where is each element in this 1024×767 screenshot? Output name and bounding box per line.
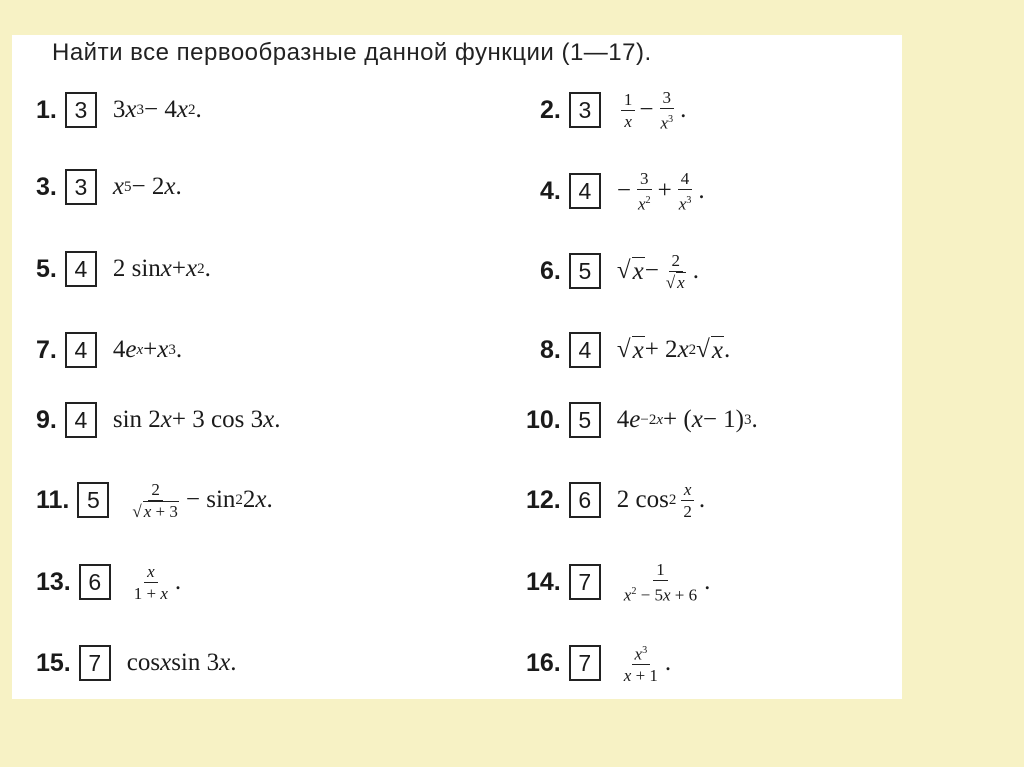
formula: − $\frac{3}{x^2}$ + $\frac{4}{x^3}$ .: [616, 168, 705, 214]
formula: √ x + 2 x 2 √ x .: [616, 336, 731, 364]
difficulty-box: 3: [65, 92, 97, 128]
formula: sin 2 x + 3 cos 3 x .: [112, 406, 281, 433]
problem-7: [36, 320, 182, 380]
formula: cos x sin 3 x .: [126, 649, 237, 676]
problem-number: 10.: [526, 405, 561, 434]
formula: √ x − $\frac{2}{√ x}$ .: [616, 250, 699, 292]
problem-4: [540, 161, 705, 221]
difficulty-box: 4: [65, 251, 97, 287]
problem-16: [526, 633, 671, 693]
formula: 3 x 3 − 4 x 2 .: [112, 96, 202, 123]
difficulty-box: 4: [569, 173, 601, 209]
problem-12: [526, 470, 705, 530]
problem-2: [540, 80, 686, 140]
problem-10: [526, 390, 758, 450]
problem-number: 7.: [36, 335, 57, 364]
formula: 1 $x^2 - 5x + 6$ .: [623, 559, 711, 605]
difficulty-box: 5: [77, 482, 109, 518]
formula: x 5 − 2 x .: [112, 173, 182, 200]
problem-number: 14.: [526, 567, 561, 596]
difficulty-box: 7: [79, 645, 111, 681]
problem-number: 1.: [36, 95, 57, 124]
difficulty-box: 5: [569, 402, 601, 438]
problem-13: [36, 552, 181, 612]
problem-8: [540, 320, 730, 380]
formula: $x^3$ x + 1 .: [617, 641, 671, 686]
problem-number: 5.: [36, 254, 57, 283]
formula: 2 sin x + x 2 .: [112, 255, 211, 282]
formula: 2 √ x + 3 − sin 2 2 x .: [132, 479, 273, 521]
difficulty-box: 3: [569, 92, 601, 128]
difficulty-box: 6: [79, 564, 111, 600]
problem-11: [36, 470, 273, 530]
problem-number: 9.: [36, 405, 57, 434]
problem-number: 4.: [540, 176, 561, 205]
formula: 4 e −2x + ( x − 1) 3 .: [616, 406, 758, 433]
problem-3: [36, 157, 182, 217]
formula: 2 cos 2 x 2 .: [616, 479, 706, 521]
formula: 1 x − $\frac{3}{x^3}$ .: [617, 88, 687, 133]
difficulty-box: 4: [65, 402, 97, 438]
problem-number: 15.: [36, 648, 71, 677]
difficulty-box: 4: [65, 332, 97, 368]
problem-9: [36, 390, 280, 450]
problem-number: 11.: [36, 485, 70, 514]
page-title: Найти все первообразные данной функции (1—17).: [52, 39, 652, 66]
problem-14: [526, 552, 710, 612]
problem-number: 2.: [540, 95, 561, 124]
problem-1: [36, 80, 202, 140]
problem-5: [36, 239, 211, 299]
problem-number: 6.: [540, 256, 561, 285]
difficulty-box: 5: [569, 253, 601, 289]
difficulty-box: 6: [569, 482, 601, 518]
problem-number: 13.: [36, 567, 71, 596]
difficulty-box: 7: [569, 645, 601, 681]
difficulty-box: 4: [569, 332, 601, 368]
problem-sheet: [12, 35, 902, 699]
problem-number: 3.: [36, 172, 57, 201]
problem-15: [36, 633, 237, 693]
problem-number: 12.: [526, 485, 561, 514]
problem-number: 16.: [526, 648, 561, 677]
difficulty-box: 3: [65, 169, 97, 205]
problem-6: [540, 241, 699, 301]
difficulty-box: 7: [569, 564, 601, 600]
problem-number: 8.: [540, 335, 561, 364]
formula: 4 e x + x 3 .: [112, 336, 183, 363]
formula: x 1 + x .: [133, 561, 182, 603]
